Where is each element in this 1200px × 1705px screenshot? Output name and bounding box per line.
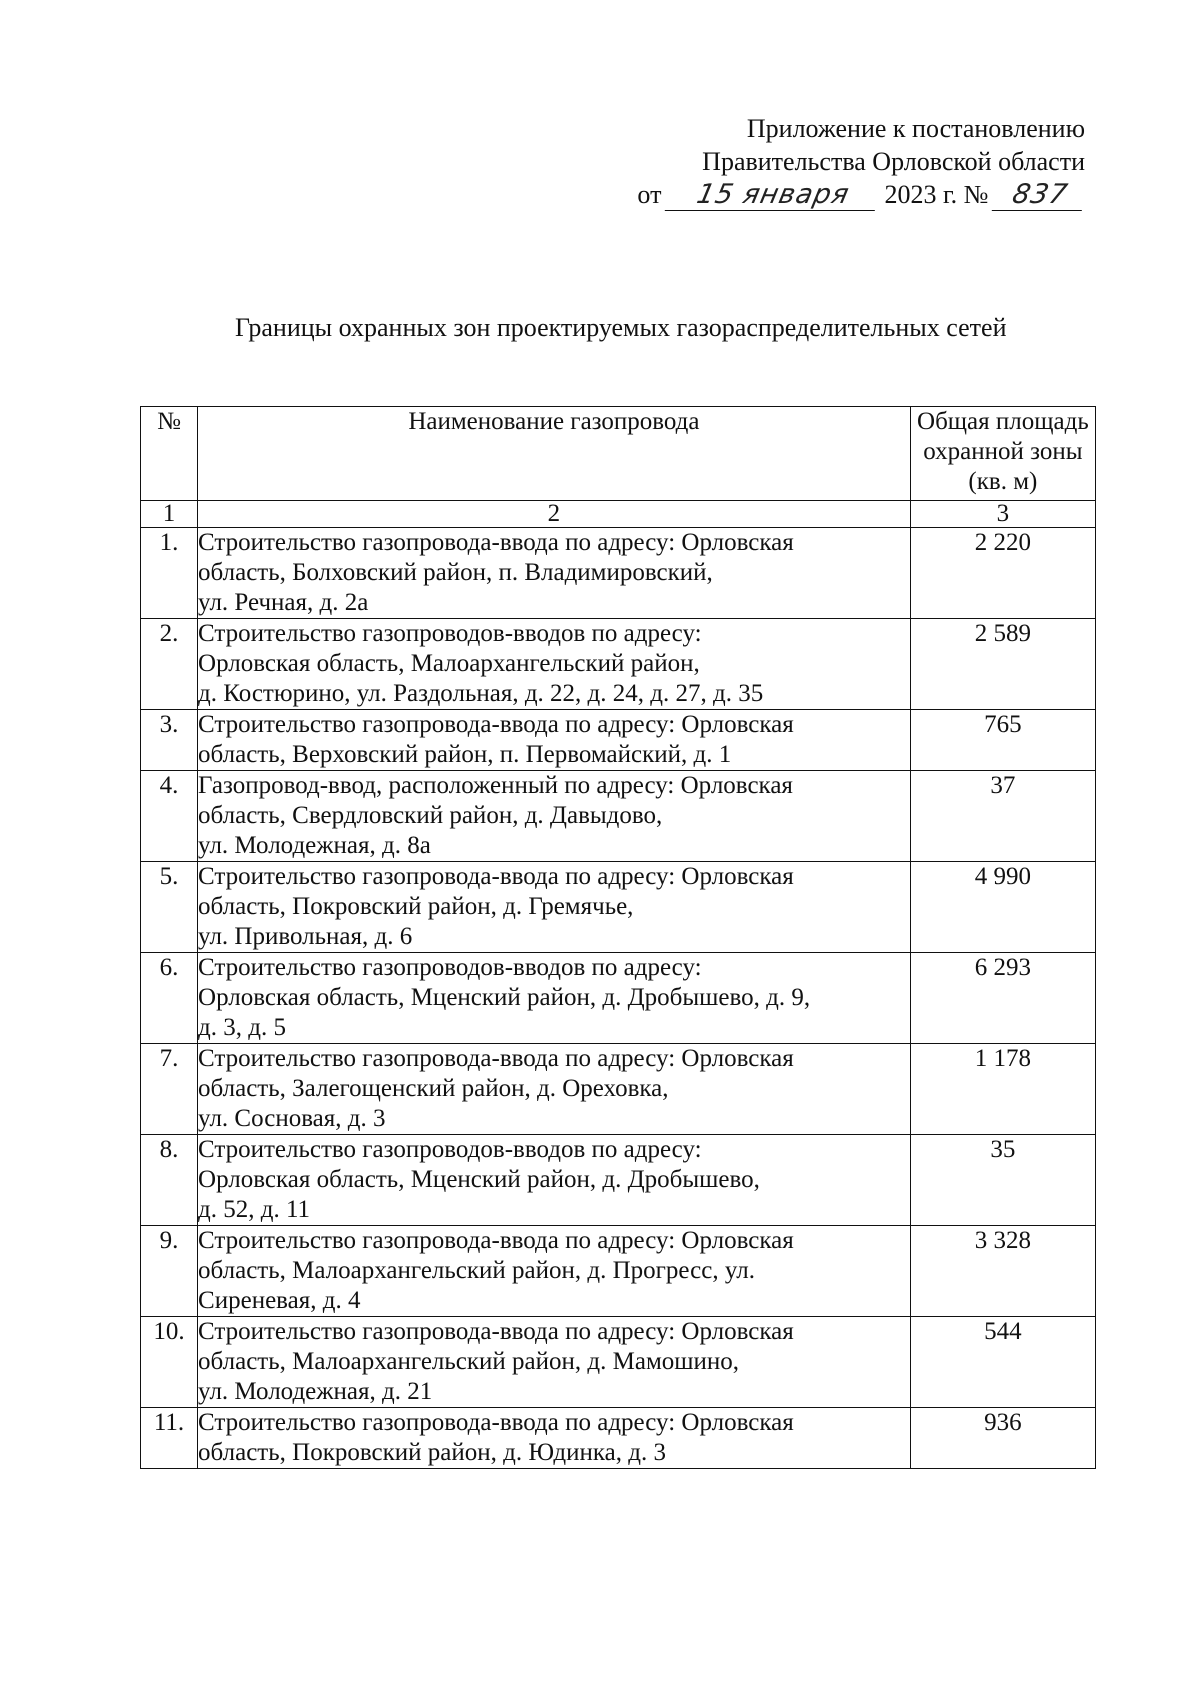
pipeline-name-text: Строительство газопровода-ввода по адресу: Орловская область, Болховский район, п. Владимировский, ул. Речная, д. 2а xyxy=(198,529,794,616)
decree-year: 2023 г. № xyxy=(884,180,989,209)
document-title: Границы охранных зон проектируемых газораспределительных сетей xyxy=(235,313,1007,342)
zone-area: 2 589 xyxy=(910,619,1095,710)
pipeline-name xyxy=(198,1044,911,1135)
pipeline-name xyxy=(198,862,911,953)
pipeline-name-text: Строительство газопровода-ввода по адресу: Орловская область, Залегощенский район, д. Ореховка, ул. Сосновая, д. 3 xyxy=(198,1045,794,1132)
pipeline-name xyxy=(198,1135,911,1226)
table-row xyxy=(141,710,1096,771)
zone-area: 2 220 xyxy=(910,528,1095,619)
pipeline-name-text: Строительство газопроводов-вводов по адресу: Орловская область, Мценский район, д. Дробышево, д. 9, д. 3, д. 5 xyxy=(198,954,811,1041)
handwritten-decree-number: 837 xyxy=(992,180,1089,211)
pipeline-name xyxy=(198,528,911,619)
zone-area: 3 328 xyxy=(910,1226,1095,1317)
table-row xyxy=(141,1044,1096,1135)
table-row xyxy=(141,953,1096,1044)
row-number: 1. xyxy=(141,528,198,619)
row-number: 9. xyxy=(141,1226,198,1317)
pipeline-name xyxy=(198,619,911,710)
table-row xyxy=(141,1317,1096,1408)
pipeline-name xyxy=(198,1226,911,1317)
zone-area: 544 xyxy=(910,1317,1095,1408)
zone-area: 1 178 xyxy=(910,1044,1095,1135)
pipeline-name-text: Строительство газопроводов-вводов по адресу: Орловская область, Малоархангельский район, д. Костюрино, ул. Раздольная, д. 22, д. 24, д. 27, д. 35 xyxy=(198,620,764,707)
header-number: № xyxy=(141,407,198,501)
pipeline-name-text: Строительство газопроводов-вводов по адресу: Орловская область, Мценский район, д. Дробышево, д. 52, д. 11 xyxy=(198,1136,760,1223)
zone-area: 765 xyxy=(910,710,1095,771)
row-number: 5. xyxy=(141,862,198,953)
row-number: 10. xyxy=(141,1317,198,1408)
pipeline-name-text: Строительство газопровода-ввода по адресу: Орловская область, Малоархангельский район, д. Прогресс, ул. Сиреневая, д. 4 xyxy=(198,1227,794,1314)
decree-date-line xyxy=(625,178,1085,211)
row-number: 7. xyxy=(141,1044,198,1135)
column-number: 1 xyxy=(141,501,198,528)
row-number: 2. xyxy=(141,619,198,710)
row-number: 4. xyxy=(141,771,198,862)
zone-area: 936 xyxy=(910,1408,1095,1469)
table-row xyxy=(141,528,1096,619)
appendix-line-2: Правительства Орловской области xyxy=(702,147,1085,176)
pipeline-name xyxy=(198,1408,911,1469)
column-number: 3 xyxy=(910,501,1095,528)
column-number: 2 xyxy=(198,501,911,528)
pipeline-name xyxy=(198,771,911,862)
row-number: 11. xyxy=(141,1408,198,1469)
zone-area: 4 990 xyxy=(910,862,1095,953)
appendix-line-1: Приложение к постановлению xyxy=(746,114,1085,143)
pipeline-name xyxy=(198,1317,911,1408)
handwritten-date: 15 января xyxy=(665,180,882,211)
table-row xyxy=(141,771,1096,862)
pipeline-name-text: Строительство газопровода-ввода по адресу: Орловская область, Покровский район, д. Гремячье, ул. Привольная, д. 6 xyxy=(198,863,794,950)
table-row xyxy=(141,1408,1096,1469)
row-number: 6. xyxy=(141,953,198,1044)
decree-prefix: от xyxy=(637,180,662,209)
pipeline-name xyxy=(198,710,911,771)
pipeline-name xyxy=(198,953,911,1044)
table-row xyxy=(141,1135,1096,1226)
zone-area: 6 293 xyxy=(910,953,1095,1044)
column-numbers-row xyxy=(141,501,1096,528)
pipeline-name-text: Строительство газопровода-ввода по адресу: Орловская область, Покровский район, д. Юдинка, д. 3 xyxy=(198,1409,794,1466)
table-row xyxy=(141,1226,1096,1317)
table-row xyxy=(141,862,1096,953)
row-number: 8. xyxy=(141,1135,198,1226)
appendix-header xyxy=(625,112,1085,211)
pipeline-name-text: Газопровод-ввод, расположенный по адресу: Орловская область, Свердловский район, д. Давыдово, ул. Молодежная, д. 8а xyxy=(198,772,793,859)
pipeline-name-text: Строительство газопровода-ввода по адресу: Орловская область, Верховский район, п. Первомайский, д. 1 xyxy=(198,711,794,768)
table-header-row xyxy=(141,407,1096,501)
pipeline-name-text: Строительство газопровода-ввода по адресу: Орловская область, Малоархангельский район, д. Мамошино, ул. Молодежная, д. 21 xyxy=(198,1318,794,1405)
zone-area: 37 xyxy=(910,771,1095,862)
row-number: 3. xyxy=(141,710,198,771)
zone-area: 35 xyxy=(910,1135,1095,1226)
header-total-area: Общая площадь охранной зоны (кв. м) xyxy=(910,407,1095,501)
header-pipeline-name: Наименование газопровода xyxy=(198,407,911,501)
protection-zones-table xyxy=(140,406,1096,1469)
table-row xyxy=(141,619,1096,710)
